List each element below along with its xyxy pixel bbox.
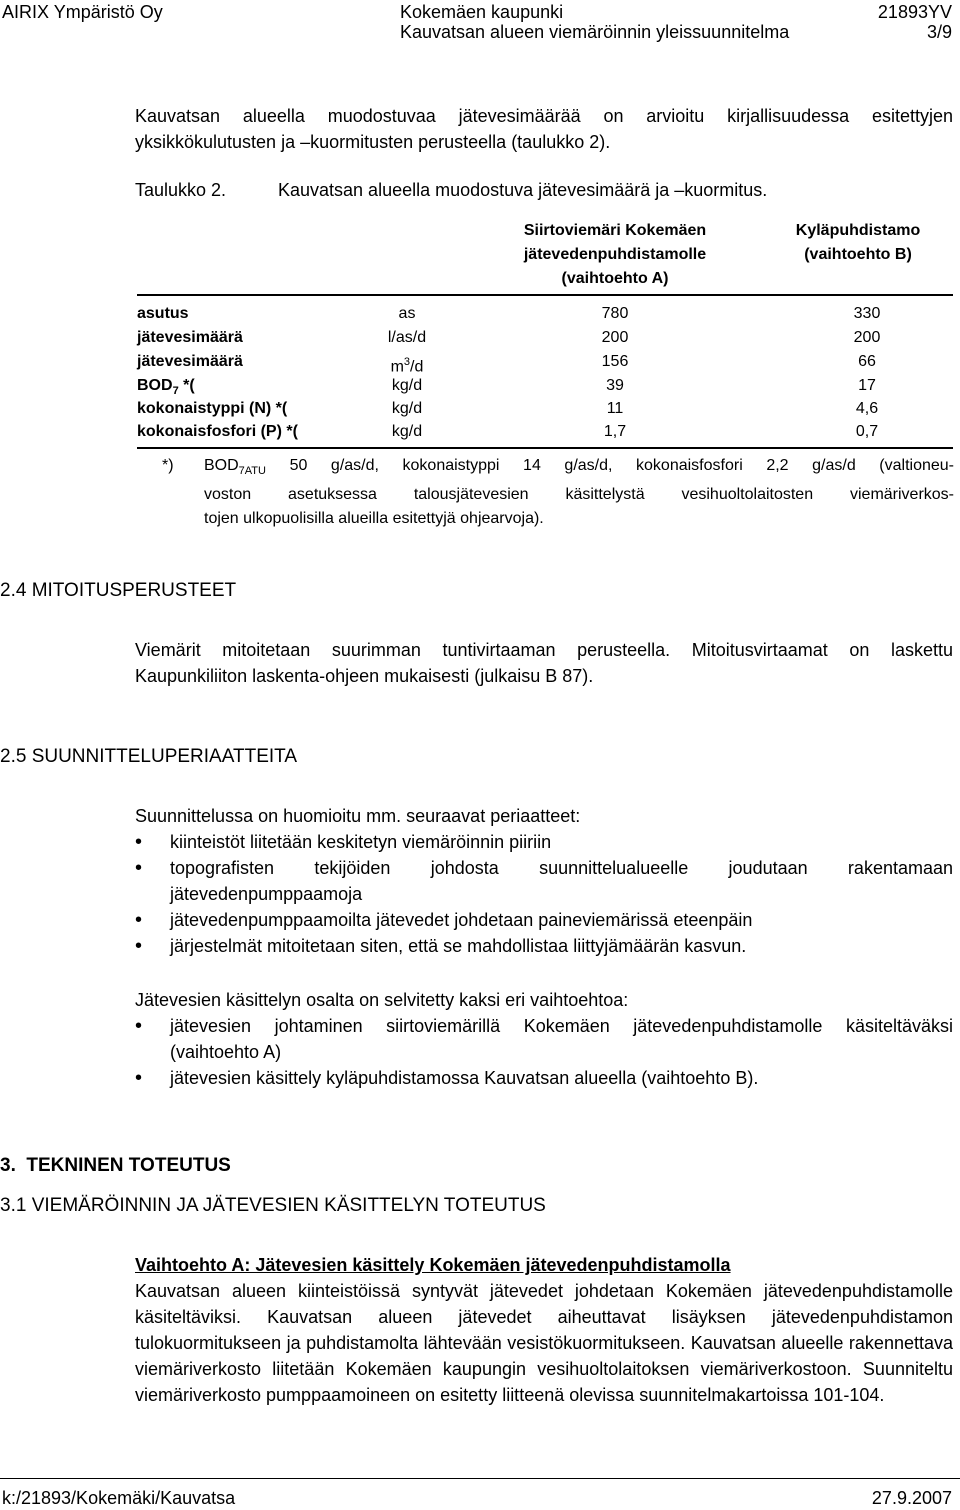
footer-date: 27.9.2007 — [871, 1488, 952, 1508]
list-item: • kiinteistöt liitetään keskitetyn viemäröinnin piiriin — [135, 829, 953, 855]
table-label: Taulukko 2. — [135, 180, 227, 200]
section-3-heading: 3. TEKNINEN TOTEUTUS — [0, 1155, 231, 1176]
section-2-5-intro: Suunnittelussa on huomioitu mm. seuraavat periaatteet: — [135, 806, 581, 826]
option-a-title: Vaihtoehto A: Jätevesien käsittely Kokemäen jätevedenpuhdistamolla — [135, 1255, 731, 1275]
section-2-5-intro2: Jätevesien käsittelyn osalta on selvitetty kaksi eri vaihtoehtoa: — [135, 990, 629, 1010]
section-3-text: Kauvatsan alueen kiinteistöissä syntyvät jätevedet johdetaan Kokemäen jätevedenpuhdistamolle käsiteltäviksi. Kauvatsan alueen jätevedet aiheuttavat lisäyksen jätevedenpuhdistamon tulokuormitukseen ja puhdistamolta lähtevään vesistökuormitukseen. Kauvatsan alueelle rakennettava viemäriverkosto liitetään Kokemäen kaupungin vesihuoltolaitoksen viemäriverkostoon. Suunniteltu viemäriverkosto pumppaamoineen on esitetty liitteenä olevissa suunnitelmakartoissa 101-104. — [135, 1281, 953, 1405]
footer-rule — [0, 1478, 960, 1479]
intro-paragraph: Kauvatsan alueella muodostuvaa jätevesimäärää on arvioitu kirjallisuudessa esitettyjen yksikkökulutusten ja –kuormitusten perusteella (taulukko 2). — [135, 106, 953, 152]
table-top-rule — [137, 294, 953, 296]
table-header-option-b: Kyläpuhdistamo (vaihtoehto B) — [795, 222, 921, 263]
list-item: • järjestelmät mitoitetaan siten, että se mahdollistaa liittyjämäärän kasvun. — [135, 933, 953, 959]
list-item: • jätevedenpumppaamoilta jätevedet johdetaan paineviemärissä eteenpäin — [135, 907, 953, 933]
list-item: • jätevesien johtaminen siirtoviemärillä Kokemäen jätevedenpuhdistamolle käsiteltäväksi (vaihtoehto A) — [135, 1013, 953, 1065]
header-company: AIRIX Ympäristö Oy — [2, 2, 163, 22]
table-row: jätevesimäärä l/as/d 200 200 — [137, 329, 881, 346]
table-row: asutus as 780 330 — [137, 305, 881, 322]
table-bottom-rule — [137, 447, 953, 449]
table-footnote-mark: *) — [162, 457, 174, 474]
header-page-number: 3/9 — [926, 22, 952, 42]
options-list — [135, 1013, 953, 1091]
table-header-option-a: Siirtoviemäri Kokemäen jätevedenpuhdistamolle (vaihtoehto A) — [523, 222, 707, 287]
list-item: • jätevesien käsittely kyläpuhdistamossa Kauvatsan alueella (vaihtoehto B). — [135, 1065, 953, 1091]
list-item: • topografisten tekijöiden johdosta suunnittelualueelle joudutaan rakentamaan jätevedenpumppaamoja — [135, 855, 953, 907]
header-doc-title: Kauvatsan alueen viemäröinnin yleissuunnitelma — [400, 22, 790, 42]
header-client: Kokemäen kaupunki — [400, 2, 564, 22]
principles-list — [135, 829, 953, 959]
section-2-4-heading: 2.4 MITOITUSPERUSTEET — [0, 580, 237, 601]
table-row: kokonaisfosfori (P) *( kg/d 1,7 0,7 — [137, 423, 879, 440]
header-project-code: 21893YV — [877, 2, 952, 22]
table-row: jätevesimäärä $m^3/d$ 156 66 — [137, 353, 876, 376]
table-row: kokonaistyppi (N) *( kg/d 11 4,6 — [137, 400, 879, 417]
table-caption: Kauvatsan alueella muodostuva jätevesimäärä ja –kuormitus. — [278, 180, 768, 200]
section-2-4-text: Viemärit mitoitetaan suurimman tuntivirtaaman perusteella. Mitoitusvirtaamat on laskettu Kaupunkiliiton laskenta-ohjeen mukaisesti (julkaisu B 87). — [135, 640, 953, 686]
table-footnote: $BOD_{7ATU}$ 50 g/as/d, kokonaistyppi 14 g/as/d, kokonaisfosfori 2,2 g/as/d (valtioneu- voston asetuksessa talousjätevesien käsittelystä vesihuoltolaitosten viemäriverkos- tojen ulkopuolisilla alueilla esitettyjä ohjearvoja). — [204, 457, 954, 528]
table-row: $BOD_7$ *( kg/d 39 17 — [137, 377, 876, 398]
section-3-1-heading: 3.1 VIEMÄRÖINNIN JA JÄTEVESIEN KÄSITTELYN TOTEUTUS — [0, 1195, 546, 1216]
footer-path: k:/21893/Kokemäki/Kauvatsa — [2, 1488, 236, 1508]
section-2-5-heading: 2.5 SUUNNITTELUPERIAATTEITA — [0, 746, 298, 767]
